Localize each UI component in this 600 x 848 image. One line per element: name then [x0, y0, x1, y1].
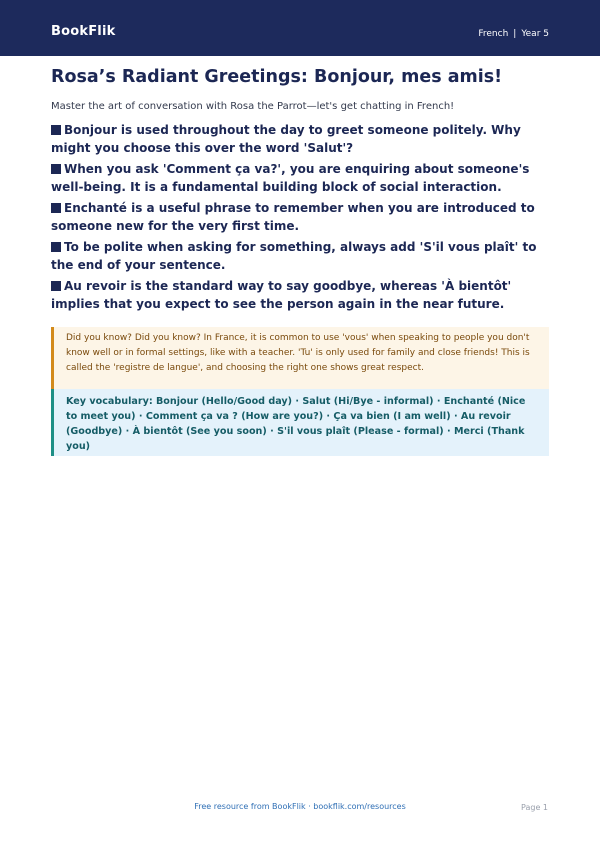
- footer-resource-link[interactable]: Free resource from BookFlik · bookflik.com/resources: [194, 802, 406, 811]
- point-text: When you ask 'Comment ça va?', you are enquiring about someone's well-being. It is a fundamental building block of social interaction.: [51, 162, 530, 194]
- square-bullet-icon: [51, 125, 61, 135]
- key-vocabulary-box: [51, 389, 549, 456]
- vocab-text: Key vocabulary: Bonjour (Hello/Good day) · Salut (Hi/Bye - informal) · Enchanté (Nice to meet you) · Comment ça va ? (How are you?) · Ça va bien (I am well) · Au revoir (Goodbye) · À bientôt (See you soon) · S'il vous plaît (Please - formal) · Merci (Thank you): [66, 396, 526, 452]
- did-you-know-box: [51, 327, 549, 389]
- page-title: Rosa’s Radiant Greetings: Bonjour, mes amis!: [51, 67, 503, 87]
- point-text: Bonjour is used throughout the day to greet someone politely. Why might you choose this over the word 'Salut'?: [51, 123, 521, 155]
- header-bar: [0, 0, 600, 56]
- header-meta: [478, 28, 549, 40]
- square-bullet-icon: [51, 281, 61, 291]
- square-bullet-icon: [51, 242, 61, 252]
- key-points-list: [51, 121, 551, 316]
- list-item: [51, 199, 551, 235]
- page-number: Page 1: [521, 803, 548, 812]
- brand-logo[interactable]: BookFlik: [51, 24, 116, 39]
- intro-text: Master the art of conversation with Rosa the Parrot—let's get chatting in French!: [51, 101, 455, 112]
- point-text: Enchanté is a useful phrase to remember when you are introduced to someone new for the very first time.: [51, 201, 535, 233]
- meta-separator: |: [513, 29, 517, 39]
- point-text: To be polite when asking for something, always add 'S'il vous plaît' to the end of your sentence.: [51, 240, 537, 272]
- year-label: Year 5: [521, 29, 549, 39]
- list-item: [51, 277, 551, 313]
- subject-label: French: [478, 29, 509, 39]
- square-bullet-icon: [51, 203, 61, 213]
- list-item: [51, 160, 551, 196]
- fact-text: Did you know? Did you know? In France, it is common to use 'vous' when speaking to people you don't know well or in formal settings, like with a teacher. 'Tu' is only used for family and close friends! This is called the 'registre de langue', and choosing the right one shows great respect.: [66, 333, 530, 373]
- square-bullet-icon: [51, 164, 61, 174]
- list-item: [51, 121, 551, 157]
- point-text: Au revoir is the standard way to say goodbye, whereas 'À bientôt' implies that you expect to see the person again in the near future.: [51, 279, 512, 311]
- list-item: [51, 238, 551, 274]
